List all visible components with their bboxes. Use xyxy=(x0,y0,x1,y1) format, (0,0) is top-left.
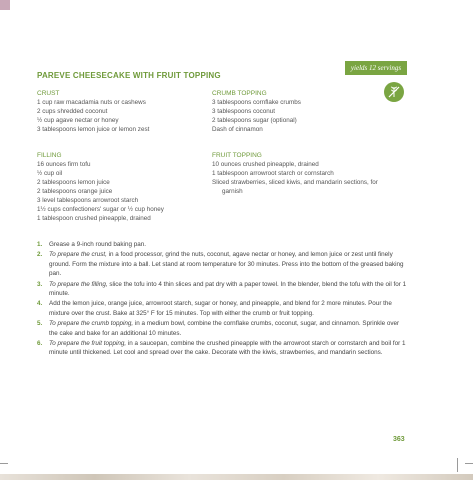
ingredient-line: Sliced strawberries, sliced kiwis, and mandarin sections, for xyxy=(212,179,378,186)
recipe-title: PAREVE CHEESECAKE WITH FRUIT TOPPING xyxy=(37,71,221,80)
crust-section xyxy=(37,89,149,134)
step-text: in a food processor, grind the nuts, coconut, agave nectar or honey, and lemon juice or zest until finely ground. Form the mixture into a ball. Let stand at room temperature for 30 minutes. Press into the bottom of the greased baking pan. xyxy=(49,251,404,278)
step-lead: To prepare the crust, xyxy=(49,251,107,259)
instructions-list xyxy=(37,240,409,359)
ingredient-line: 16 ounces firm tofu xyxy=(37,161,91,168)
step-number: 6. xyxy=(37,340,43,348)
ingredient-line: 2 cups shredded coconut xyxy=(37,108,108,115)
crust-heading: CRUST xyxy=(37,90,60,97)
step-lead: To prepare the fruit topping, xyxy=(49,340,127,348)
instruction-step xyxy=(37,280,409,299)
crumb-topping-heading: CRUMB TOPPING xyxy=(212,90,267,97)
ingredient-line: 10 ounces crushed pineapple, drained xyxy=(212,161,319,168)
fruit-topping-section xyxy=(212,151,378,196)
no-dairy-no-meat-icon xyxy=(384,82,404,102)
step-text: slice the tofu into 4 thin slices and pat dry with a paper towel. In the blender, blend the tofu with the oil for 1 minute. xyxy=(49,280,407,298)
ingredient-line: 3 tablespoons coconut xyxy=(212,108,276,115)
corner-color-mark xyxy=(0,0,10,10)
crop-mark-vertical xyxy=(457,458,458,472)
crop-mark-left xyxy=(0,463,8,464)
ingredient-line: 2 tablespoons lemon juice xyxy=(37,179,110,186)
ingredient-line: ½ cup oil xyxy=(37,170,63,177)
ingredient-line: 3 level tablespoons arrowroot starch xyxy=(37,197,139,204)
ingredient-line: 1½ cups confectioners' sugar or ½ cup honey xyxy=(37,206,164,213)
step-number: 5. xyxy=(37,320,43,328)
step-lead: To prepare the filling, xyxy=(49,280,108,288)
step-text: Grease a 9-inch round baking pan. xyxy=(49,241,146,248)
ingredient-line: Dash of cinnamon xyxy=(212,126,263,133)
step-text: Add the lemon juice, orange juice, arrowroot starch, sugar or honey, and pineapple, and blend for 2 more minutes. Pour the mixture over the crust. Bake at 325° F for 15 minutes. Top with either the crumb or fruit topping. xyxy=(49,300,392,317)
instruction-step xyxy=(37,299,409,318)
instruction-step xyxy=(37,319,409,338)
step-lead: To prepare the crumb topping, xyxy=(49,320,134,328)
ingredient-line: 3 tablespoons cornflake crumbs xyxy=(212,99,301,106)
step-number: 2. xyxy=(37,251,43,259)
ingredient-line: 1 tablespoon arrowroot starch or cornstarch xyxy=(212,170,334,177)
step-number: 3. xyxy=(37,280,43,288)
instruction-step xyxy=(37,240,409,249)
step-number: 4. xyxy=(37,300,43,308)
ingredient-line: 2 tablespoons sugar (optional) xyxy=(212,117,297,124)
next-page-photo-strip xyxy=(0,474,473,480)
step-number: 1. xyxy=(37,241,43,248)
crop-mark-right xyxy=(465,463,473,464)
ingredient-line: 1 cup raw macadamia nuts or cashews xyxy=(37,99,146,106)
fruit-topping-heading: FRUIT TOPPING xyxy=(212,152,262,159)
filling-heading: FILLING xyxy=(37,152,62,159)
instruction-step xyxy=(37,250,409,278)
yields-badge: yields 12 servings xyxy=(345,61,407,75)
instruction-step xyxy=(37,339,409,358)
step-text: in a saucepan, combine the crushed pineapple with the arrowroot starch or cornstarch and boil for 1 minute until thickened. Let cool and spread over the cake. Decorate with the kiwis, strawberries, and mandarin sections. xyxy=(49,340,406,357)
ingredient-line: 3 tablespoons lemon juice or lemon zest xyxy=(37,126,150,133)
page-number: 363 xyxy=(393,436,405,443)
ingredient-line: garnish xyxy=(222,188,243,195)
step-text: in a medium bowl, combine the cornflake crumbs, coconut, sugar, and cinnamon. Sprinkle over the cake and bake for an additional 10 minutes. xyxy=(49,320,400,337)
ingredient-line: 2 tablespoons orange juice xyxy=(37,188,113,195)
filling-section xyxy=(37,151,164,223)
crumb-topping-section xyxy=(212,89,301,134)
ingredient-line: ½ cup agave nectar or honey xyxy=(37,117,119,124)
ingredient-line: 1 tablespoon crushed pineapple, drained xyxy=(37,215,151,222)
